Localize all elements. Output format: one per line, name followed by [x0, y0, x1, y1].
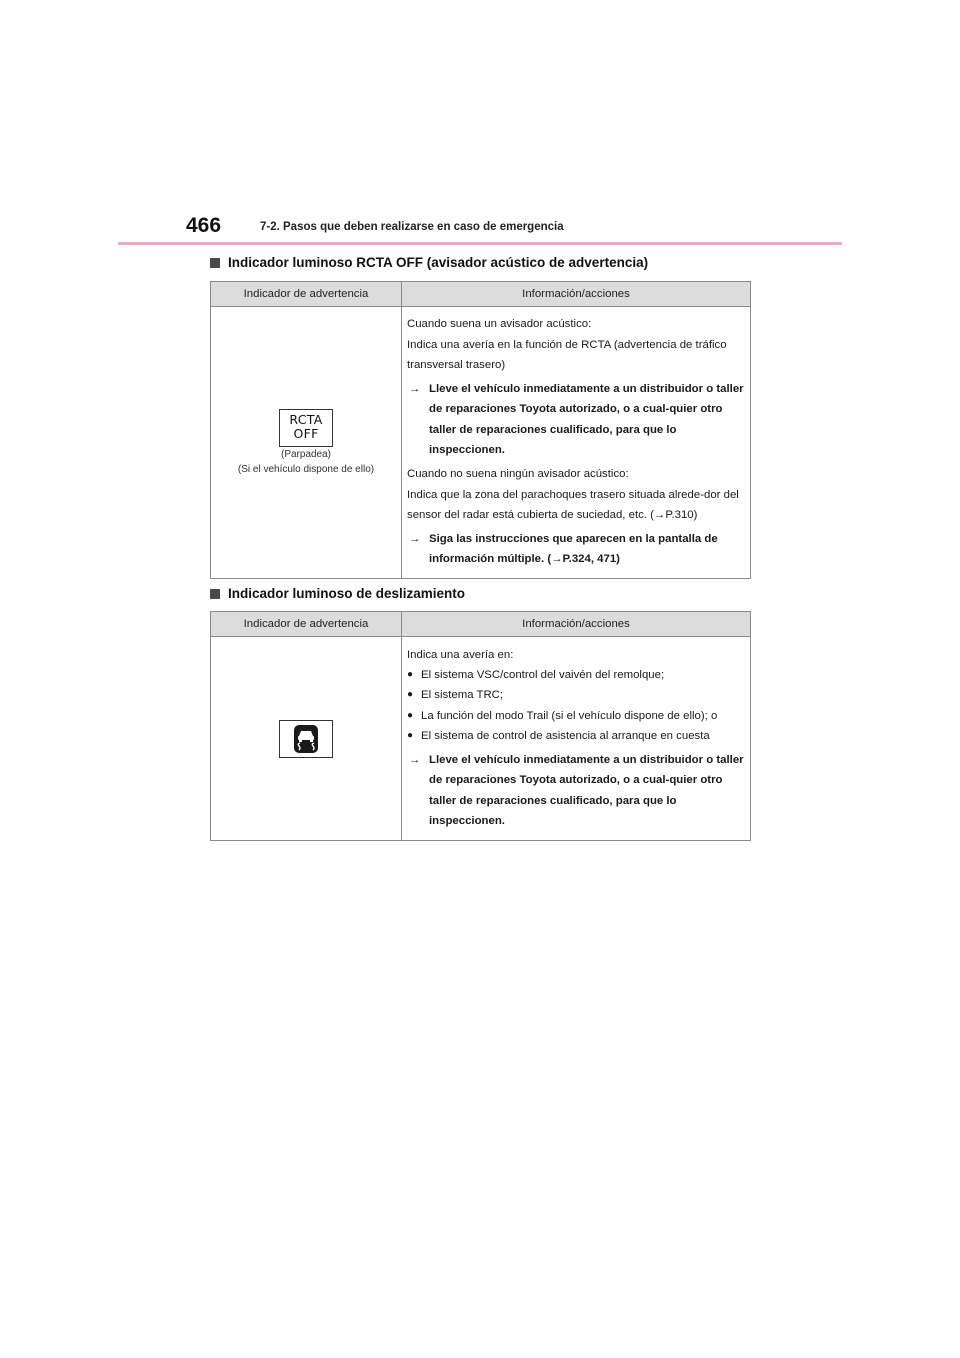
col-indicator-header: Indicador de advertencia: [211, 282, 402, 307]
list-item: ● La función del modo Trail (si el vehículo dispone de ello); o: [407, 706, 745, 726]
case1-action: [407, 379, 745, 460]
info-cell: [402, 307, 751, 579]
indicator-cell: [211, 307, 402, 579]
arrow-icon: →: [409, 754, 421, 767]
flash-caption: (Parpadea): [280, 448, 332, 460]
table-header-row: [211, 612, 751, 637]
arrow-icon: →: [409, 533, 421, 546]
case2-action: [407, 529, 745, 570]
slip-intro: Indica una avería en:: [407, 648, 514, 661]
slip-action-text: Lleve el vehículo inmediatamente a un distribuidor o taller de reparaciones Toyota autorizado, o a cual-quier otro taller de reparaciones cualificado, para que lo inspeccionen.: [429, 754, 744, 828]
rcta-table: [210, 281, 751, 579]
skid-car-icon: [280, 721, 332, 757]
arrow-icon: →: [409, 383, 421, 396]
list-item: ● El sistema de control de asistencia al arranque en cuesta: [407, 726, 745, 746]
section-title: 7-2. Pasos que deben realizarse en caso de emergencia: [260, 221, 564, 233]
list-item: ● El sistema VSC/control del vaivén del remolque;: [407, 665, 745, 685]
bullet-icon: ●: [407, 689, 414, 701]
slip-heading-text: Indicador luminoso de deslizamiento: [228, 586, 466, 601]
rcta-icon-label: RCTA OFF: [289, 411, 323, 441]
header-divider: [118, 242, 842, 245]
table-row: [211, 637, 751, 841]
list-item: ● El sistema TRC;: [407, 685, 745, 705]
slip-heading: [210, 586, 465, 601]
rcta-heading-text: Indicador luminoso RCTA OFF (avisador acústico de advertencia): [228, 255, 649, 270]
case2-action-text: Siga las instrucciones que aparecen en la pantalla de información múltiple. (→P.324, 471): [429, 533, 718, 566]
case1-intro: Cuando suena un avisador acústico:: [407, 318, 592, 331]
col-indicator-header: Indicador de advertencia: [211, 612, 402, 637]
slip-action: [407, 750, 745, 831]
page-number: 466: [186, 214, 222, 237]
table-row: [211, 307, 751, 579]
rcta-off-icon: [279, 409, 333, 447]
rcta-heading: [210, 255, 648, 270]
bullet-icon: ●: [407, 709, 414, 721]
square-bullet-icon: [210, 258, 220, 268]
col-info-header: Información/acciones: [402, 282, 751, 307]
equipment-caption: (Si el vehículo dispone de ello): [237, 463, 375, 475]
slip-table: [210, 611, 751, 841]
case2-description: Indica que la zona del parachoques trasero situada alrede-dor del sensor del radar está cubierta de suciedad, etc. (→P.310): [407, 488, 739, 521]
col-info-header: Información/acciones: [402, 612, 751, 637]
slip-indicator-icon: [279, 720, 333, 758]
bullet-icon: ●: [407, 668, 414, 680]
info-cell: [402, 637, 751, 841]
bullet-icon: ●: [407, 729, 414, 741]
indicator-cell: [211, 637, 402, 841]
square-bullet-icon: [210, 589, 220, 599]
case1-description: Indica una avería en la función de RCTA (advertencia de tráfico transversal trasero): [407, 338, 727, 371]
case2-intro: Cuando no suena ningún avisador acústico:: [407, 468, 629, 481]
table-header-row: [211, 282, 751, 307]
case1-action-text: Lleve el vehículo inmediatamente a un distribuidor o taller de reparaciones Toyota autorizado, o a cual-quier otro taller de reparaciones cualificado, para que lo inspeccionen.: [429, 383, 744, 456]
